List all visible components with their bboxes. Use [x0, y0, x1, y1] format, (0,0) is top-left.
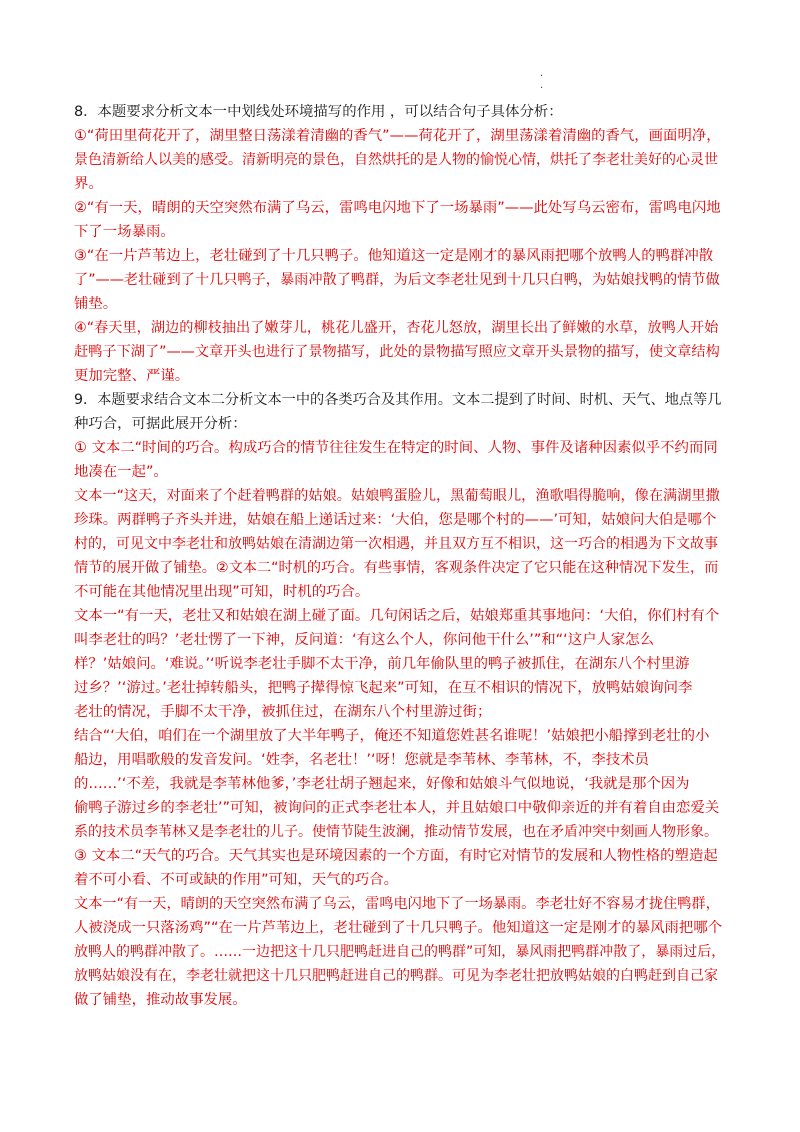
- text-line: 不可能在其他情况里出现”可知，时机的巧合。: [74, 584, 370, 600]
- text-line: 老壮的情况，手脚不太干净，被抓住过，在湖东八个村里游过街；: [74, 704, 492, 720]
- text-line: 铺垫。: [74, 296, 118, 312]
- text-line: 系的技术员李苇林又是李老壮的儿子。使情节陡生波澜，推动情节发展，也在矛盾冲突中刻画人物形象。: [74, 824, 718, 840]
- text-line: 结合“‘大伯，咱们在一个湖里放了大半年鸭子，俺还不知道您姓甚名谁呢！’姑娘把小船撑到老壮的小: [74, 728, 710, 744]
- text-line: 珍珠。两群鸭子齐头并进，姑娘在船上递话过来：‘大伯，您是哪个村的——’可知，姑娘问大伯是哪个: [74, 512, 717, 528]
- text-line: 赶鸭子下湖了”——文章开头也进行了景物描写，此处的景物描写照应文章开头景物的描写，使文章结构: [74, 344, 720, 360]
- text-line: 的……’‘不差，我就是李苇林他爹，’李老壮胡子翘起来，好像和姑娘斗气似地说，‘我就是那个因为: [74, 776, 690, 792]
- text-line: 情节的展开做了铺垫。②文本二“时机的巧合。有些事情，客观条件决定了它只能在这种情况下发生，而: [74, 560, 719, 576]
- text-line: 偷鸭子游过乡的李老壮’”可知，被询问的正式李老壮本人，并且姑娘口中敬仰亲近的并有着自由恋爱关: [74, 800, 720, 816]
- text-line: 做了铺垫，推动故事发展。: [74, 992, 247, 1008]
- answer-text: [74, 100, 724, 1012]
- text-line: 放鸭姑娘没有在，李老壮就把这十几只肥鸭赶进自己的鸭群。可见为李老壮把放鸭姑娘的白鸭赶到自己家: [74, 968, 718, 984]
- text-line: 船边，用唱歌般的发音发问。‘姓李，名老壮！’‘呀！您就是李苇林、李苇林，不，李技术员: [74, 752, 649, 768]
- text-line: 着不可小看、不可或缺的作用”可知，天气的巧合。: [74, 872, 399, 888]
- text-line: 景色清新给人以美的感受。清新明亮的景色，自然烘托的是人物的愉悦心情，烘托了李老壮美好的心灵世: [74, 152, 718, 168]
- text-line: ②“有一天，晴朗的天空突然布满了乌云，雷鸣电闪地下了一场暴雨”——此处写乌云密布，雷鸣电闪地: [74, 200, 721, 216]
- text-line: 样？’姑娘问。‘难说。’‘听说李老壮手脚不太干净，前几年偷队里的鸭子被抓住，在湖东八个村里游: [74, 656, 690, 672]
- text-line: 下了一场暴雨。: [74, 224, 175, 240]
- text-line: ③ 文本二“天气的巧合。天气其实也是环境因素的一个方面，有时它对情节的发展和人物性格的塑造起: [74, 848, 718, 864]
- text-line: 地凑在一起”。: [74, 464, 168, 480]
- text-line: ④“春天里，湖边的柳枝抽出了嫩芽儿，桃花儿盛开，杏花儿怒放，湖里长出了鲜嫩的水草，放鸭人开始: [74, 320, 719, 336]
- text-line: 更加完整、严谨。: [74, 368, 190, 384]
- text-line: 人被浇成一只落汤鸡”“在一片芦苇边上，老壮碰到了十几只鸭子。他知道这一定是刚才的暴风雨把哪个: [74, 920, 723, 936]
- text-line: ①“荷田里荷花开了，湖里整日荡漾着清幽的香气”——荷花开了，湖里荡漾着清幽的香气，画面明净，: [74, 128, 721, 144]
- text-line: 9．本题要求结合文本二分析文本一中的各类巧合及其作用。文本二提到了时间、时机、天气、地点等几: [74, 392, 722, 408]
- text-line: ③“在一片芦苇边上，老壮碰到了十几只鸭子。他知道这一定是刚才的暴风雨把哪个放鸭人的鸭群冲散: [74, 248, 714, 264]
- text-line: 村的，可见文中李老壮和放鸭姑娘在清湖边第一次相遇，并且双方互不相识，这一巧合的相遇为下文故事: [74, 536, 718, 552]
- text-line: 叫李老壮的吗？’老壮愣了一下神，反问道：‘有这么个人，你问他干什么’”和“‘这户人家怎么: [74, 632, 655, 648]
- text-line: 过乡？’‘游过。’老壮掉转船头，把鸭子撵得惊飞起来”可知，在互不相识的情况下，放鸭姑娘询问李: [74, 680, 693, 696]
- text-line: 种巧合，可据此展开分析：: [74, 416, 247, 432]
- text-line: 文本一“这天，对面来了个赶着鸭群的姑娘。姑娘鸭蛋脸儿，黑葡萄眼儿，渔歌唱得脆响，像在满湖里撒: [74, 488, 720, 504]
- text-line: 文本一“有一天，老壮又和姑娘在湖上碰了面。几句闲话之后，姑娘郑重其事地问：‘大伯，你们村有个: [74, 608, 720, 624]
- text-line: 8．本题要求分析文本一中划线处环境描写的作用 ，可以结合句子具体分析：: [74, 104, 563, 120]
- top-mark: .: [540, 80, 544, 91]
- top-marks: [540, 68, 543, 92]
- text-line: ① 文本二“时间的巧合。构成巧合的情节往往发生在特定的时间、人物、事件及诸种因素似乎不约而同: [74, 440, 718, 456]
- top-mark: .: [540, 68, 544, 79]
- text-line: 放鸭人的鸭群冲散了。……一边把这十几只肥鸭赶进自己的鸭群”可知，暴风雨把鸭群冲散了，暴雨过后，: [74, 944, 726, 960]
- text-line: 文本一“有一天，晴朗的天空突然布满了乌云，雷鸣电闪地下了一场暴雨。李老壮好不容易才拢住鸭群，: [74, 896, 720, 912]
- text-line: 了”——老壮碰到了十几只鸭子，暴雨冲散了鸭群，为后文李老壮见到十几只白鸭，为姑娘找鸭的情节做: [74, 272, 720, 288]
- text-line: 界。: [74, 176, 103, 192]
